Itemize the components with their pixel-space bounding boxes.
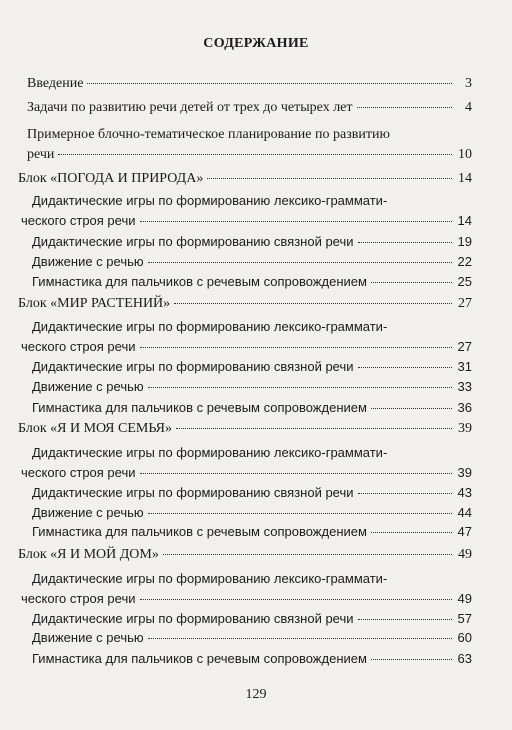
page-number: 33 — [457, 379, 472, 394]
dot-leader — [357, 107, 452, 108]
dot-leader — [140, 221, 453, 222]
entry-title: ческого строя речи — [21, 339, 136, 354]
entry-title: Движение с речью — [32, 630, 144, 645]
entry-title: Введение — [27, 76, 84, 91]
toc-entry-movement — [32, 377, 472, 397]
dot-leader — [207, 178, 452, 179]
page-number: 63 — [457, 651, 472, 666]
dot-leader — [148, 262, 452, 263]
page-number: 27 — [458, 296, 472, 311]
page-number: 10 — [458, 147, 472, 162]
page-number: 44 — [457, 505, 472, 520]
page-number: 3 — [465, 76, 472, 91]
dot-leader — [148, 387, 452, 388]
entry-title-line1: Примерное блочно-тематическое планирование по развитию — [27, 127, 390, 142]
entry-title: Блок «ПОГОДА И ПРИРОДА» — [18, 171, 204, 186]
entry-title: Движение с речью — [32, 254, 144, 269]
footer-page-number: 129 — [245, 687, 267, 702]
entry-title: Блок «МИР РАСТЕНИЙ» — [18, 296, 171, 311]
entry-title: ческого строя речи — [21, 213, 136, 228]
dot-leader — [371, 408, 452, 409]
toc-entry-movement — [32, 252, 472, 272]
dot-leader — [148, 513, 452, 514]
page-number: 27 — [457, 339, 472, 354]
entry-title: Движение с речью — [32, 505, 144, 520]
entry-title: Дидактические игры по формированию связной речи — [32, 359, 354, 374]
toc-entry-introduction — [27, 74, 472, 94]
dot-leader — [163, 554, 452, 555]
entry-title-line1: Дидактические игры по формированию лексико-граммати- — [32, 445, 388, 460]
dot-leader — [358, 619, 452, 620]
dot-leader — [358, 493, 452, 494]
dot-leader — [371, 532, 452, 533]
page-number: 19 — [457, 234, 472, 249]
toc-entry-tasks — [27, 98, 472, 118]
dot-leader — [358, 367, 452, 368]
entry-title: ческого строя речи — [21, 591, 136, 606]
toc-entry-movement — [32, 503, 472, 523]
toc-entry-lexical-games — [21, 317, 472, 357]
dot-leader — [358, 242, 452, 243]
entry-title: речи — [27, 147, 55, 162]
toc-entry-lexical-games — [21, 191, 472, 231]
toc-entry-finger-gymnastics — [32, 649, 472, 669]
page-number: 36 — [457, 400, 472, 415]
toc-entry-speech-games — [32, 357, 472, 377]
entry-title: Гимнастика для пальчиков с речевым сопровождением — [32, 400, 367, 415]
toc-entry-speech-games — [32, 609, 472, 629]
page-number: 49 — [458, 547, 472, 562]
toc-entry-finger-gymnastics — [32, 272, 472, 292]
toc-entry-block-home — [18, 545, 472, 565]
toc-entry-finger-gymnastics — [32, 398, 472, 418]
toc-entry-block-family — [18, 419, 472, 439]
entry-title: Блок «Я И МОЯ СЕМЬЯ» — [18, 421, 172, 436]
page-number: 14 — [458, 171, 472, 186]
entry-title: Гимнастика для пальчиков с речевым сопровождением — [32, 274, 367, 289]
entry-title: Задачи по развитию речи детей от трех до четырех лет — [27, 100, 353, 115]
page-number: 47 — [457, 524, 472, 539]
dot-leader — [58, 154, 452, 155]
dot-leader — [148, 638, 452, 639]
dot-leader — [140, 473, 453, 474]
entry-title-line1: Дидактические игры по формированию лексико-граммати- — [32, 319, 388, 334]
page-number: 39 — [458, 421, 472, 436]
page-number: 4 — [465, 100, 472, 115]
entry-title: Дидактические игры по формированию связной речи — [32, 234, 354, 249]
dot-leader — [174, 303, 452, 304]
entry-title-line1: Дидактические игры по формированию лексико-граммати- — [32, 571, 388, 586]
dot-leader — [140, 599, 453, 600]
toc-entry-movement — [32, 628, 472, 648]
toc-entry-speech-games — [32, 232, 472, 252]
entry-title-line1: Дидактические игры по формированию лексико-граммати- — [32, 193, 388, 208]
page-title: СОДЕРЖАНИЕ — [203, 36, 309, 51]
entry-title: Дидактические игры по формированию связной речи — [32, 611, 354, 626]
entry-title: Движение с речью — [32, 379, 144, 394]
page-number: 22 — [457, 254, 472, 269]
page-number: 39 — [457, 465, 472, 480]
entry-title: ческого строя речи — [21, 465, 136, 480]
toc-entry-finger-gymnastics — [32, 522, 472, 542]
dot-leader — [140, 347, 453, 348]
entry-title: Гимнастика для пальчиков с речевым сопровождением — [32, 651, 367, 666]
toc-entry-block-plants — [18, 294, 472, 314]
page-number: 31 — [457, 359, 472, 374]
page-number: 25 — [457, 274, 472, 289]
toc-entry-planning — [27, 125, 472, 165]
page-number: 57 — [457, 611, 472, 626]
toc-entry-lexical-games — [21, 443, 472, 483]
page-number: 14 — [457, 213, 472, 228]
dot-leader — [371, 282, 452, 283]
entry-title: Блок «Я И МОЙ ДОМ» — [18, 547, 159, 562]
toc-entry-speech-games — [32, 483, 472, 503]
dot-leader — [176, 428, 452, 429]
dot-leader — [87, 83, 452, 84]
toc-entry-block-weather — [18, 169, 472, 189]
page-number: 60 — [457, 630, 472, 645]
toc-entry-lexical-games — [21, 569, 472, 609]
page-number: 49 — [457, 591, 472, 606]
entry-title: Дидактические игры по формированию связной речи — [32, 485, 354, 500]
page-number: 43 — [457, 485, 472, 500]
dot-leader — [371, 659, 452, 660]
entry-title: Гимнастика для пальчиков с речевым сопровождением — [32, 524, 367, 539]
